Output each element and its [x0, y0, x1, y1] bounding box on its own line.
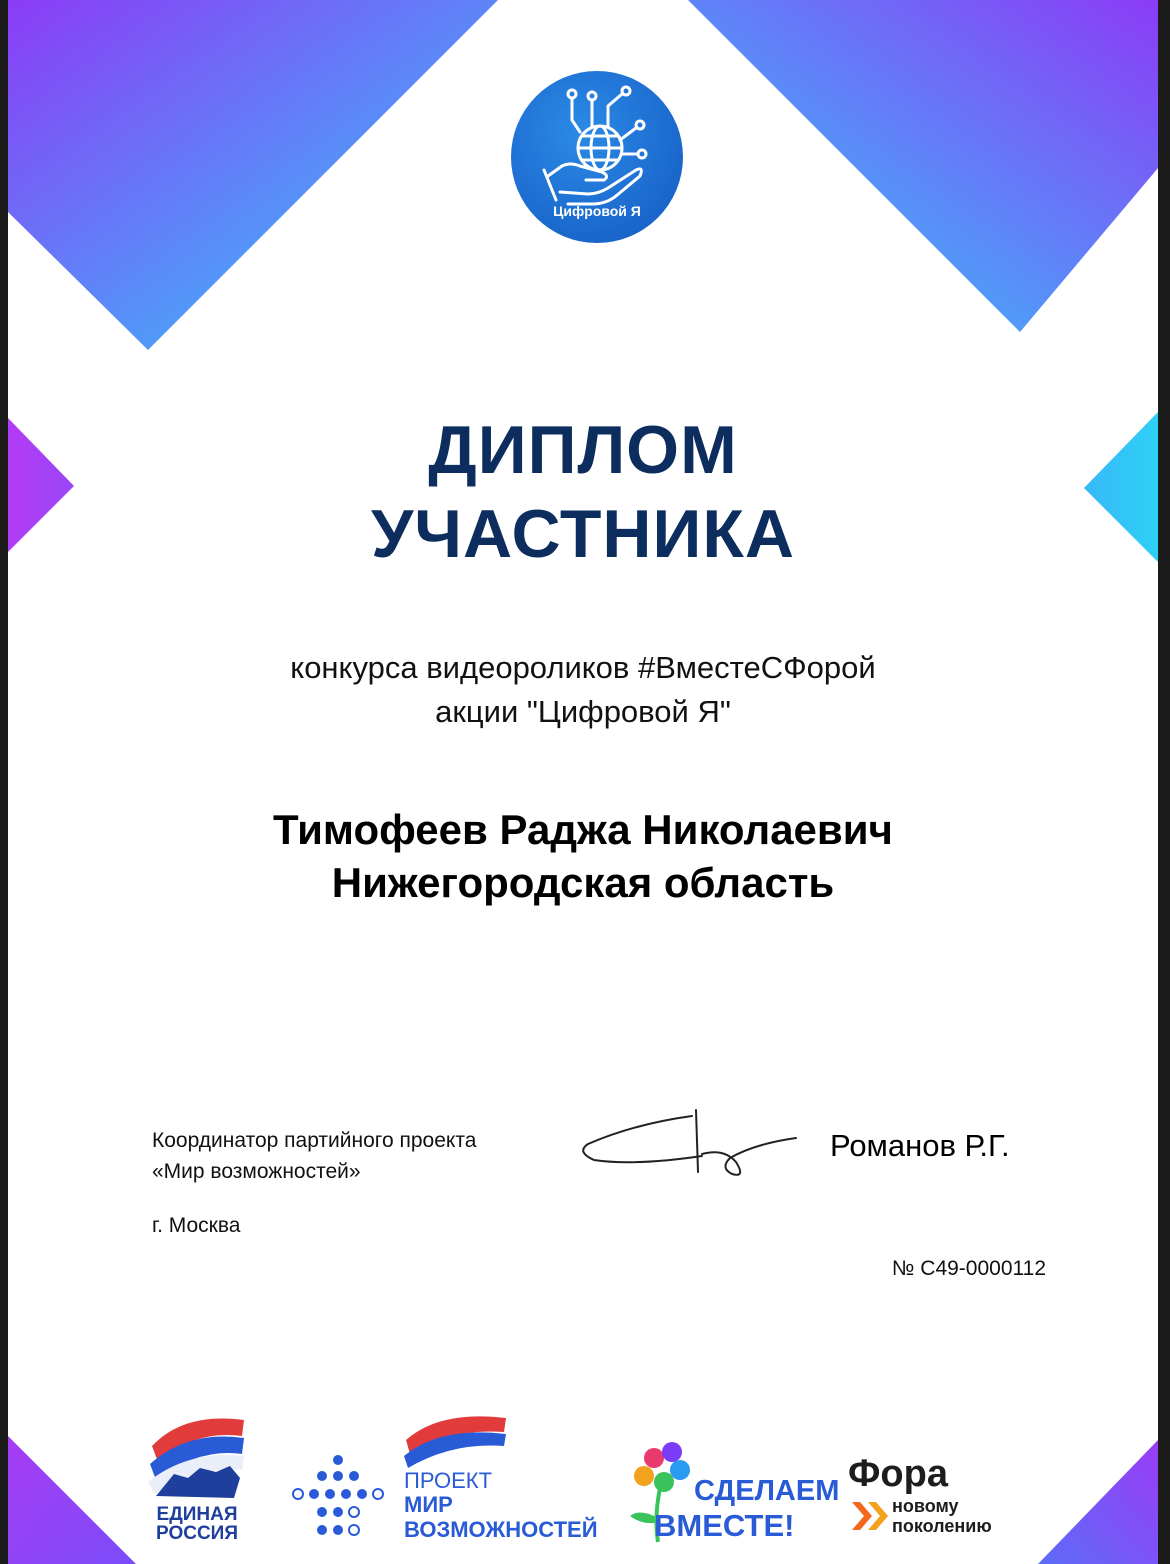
diploma-number: № С49-0000112	[891, 1257, 1046, 1280]
edinaya-rossiya-logo	[144, 1412, 250, 1544]
corner-bottom-right	[1038, 1440, 1158, 1564]
svg-text:ЕДИНАЯ: ЕДИНАЯ	[156, 1504, 238, 1525]
dots-icon	[293, 1455, 383, 1535]
recipient-name: Тимофеев Раджа Николаевич	[273, 806, 893, 853]
chevrons-icon	[852, 1502, 888, 1530]
svg-text:МИР: МИР	[404, 1492, 453, 1517]
fora-logo	[846, 1446, 1018, 1542]
corner-top-left	[8, 0, 498, 350]
svg-text:поколению: поколению	[892, 1516, 992, 1536]
svg-text:РОССИЯ: РОССИЯ	[156, 1523, 238, 1544]
signature	[574, 1104, 798, 1184]
proekt-mir-vozmozhnostey-logo	[290, 1410, 598, 1544]
city: г. Москва	[152, 1214, 241, 1237]
coordinator-project: «Мир возможностей»	[152, 1160, 361, 1183]
corner-top-right	[688, 0, 1158, 332]
signer-name: Романов Р.Г.	[830, 1128, 1010, 1163]
sdelaem-vmeste-logo	[624, 1438, 840, 1544]
svg-text:ВОЗМОЖНОСТЕЙ: ВОЗМОЖНОСТЕЙ	[404, 1517, 598, 1542]
contest-description: конкурса видеороликов #ВместеСФорой	[290, 650, 876, 685]
recipient-region: Нижегородская область	[331, 859, 835, 906]
campaign-description: акции "Цифровой Я"	[435, 694, 731, 729]
diploma-page	[8, 0, 1158, 1564]
svg-text:СДЕЛАЕМ: СДЕЛАЕМ	[694, 1475, 840, 1507]
svg-text:Фора: Фора	[848, 1453, 948, 1495]
logo-caption: Цифровой Я	[553, 203, 641, 219]
svg-text:ПРОЕКТ: ПРОЕКТ	[404, 1468, 493, 1493]
coordinator-title: Координатор партийного проекта	[152, 1129, 477, 1152]
corner-bottom-left	[8, 1436, 136, 1564]
svg-text:новому: новому	[892, 1496, 959, 1516]
diploma-title-line1: ДИПЛОМ	[428, 412, 738, 488]
svg-text:ВМЕСТЕ!: ВМЕСТЕ!	[654, 1508, 795, 1543]
diploma-title-line2: УЧАСТНИКА	[370, 496, 796, 572]
cifrovoy-ya-logo	[510, 70, 684, 244]
